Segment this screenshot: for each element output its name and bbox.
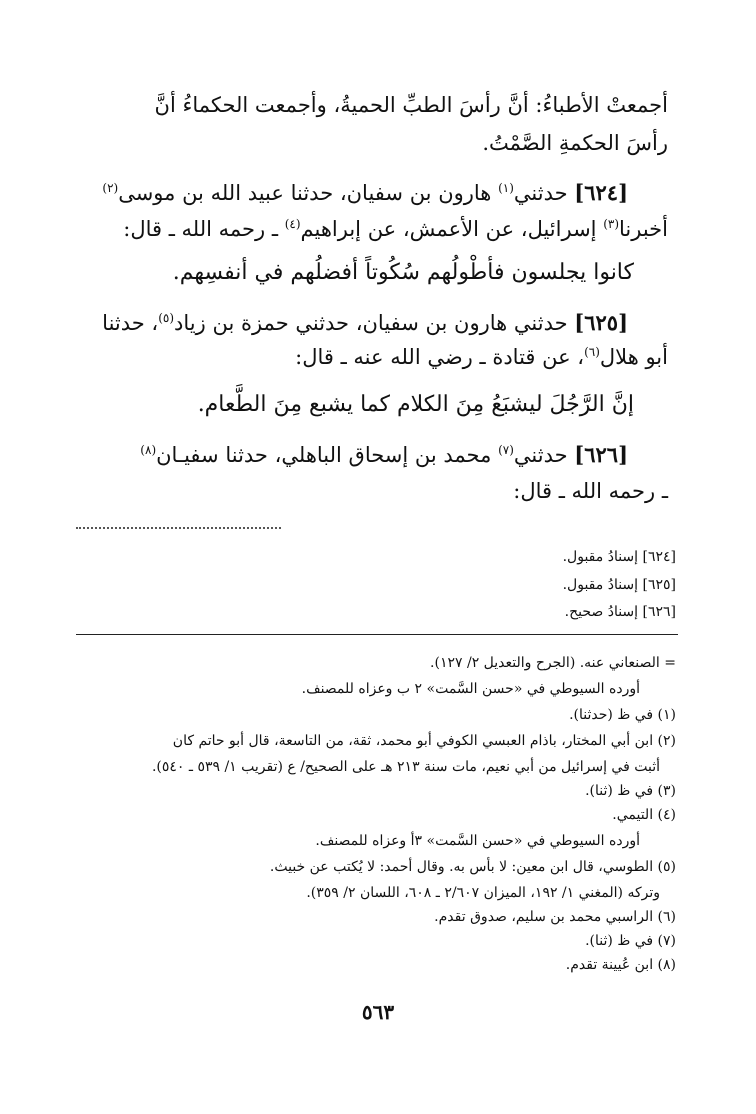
footnote-ref-7[interactable]: (٧) xyxy=(498,443,514,457)
hadith-625-line-2 xyxy=(295,342,668,372)
footnote-2: (٢) ابن أبي المختار، باذام العبسي الكوفي أبو محمد، ثقة، من التاسعة، قال أبو حاتم كان xyxy=(172,733,676,749)
footnote-ref-6[interactable]: (٦) xyxy=(584,345,600,359)
narration-text: حدثني xyxy=(513,181,568,205)
narration-text: إسرائيل، عن الأعمش، عن إبراهيم xyxy=(300,217,597,241)
narration-text: ، عن قتادة ـ رضي الله عنه ـ قال: xyxy=(295,345,585,369)
hadith-625-quote: إنَّ الرَّجُلَ ليشبَعُ مِنَ الكلام كما يشبع مِنَ الطَّعام. xyxy=(197,392,634,417)
grading-626: [٦٢٦] إسنادُ صحيح. xyxy=(564,604,676,620)
text-line-1: أجمعتْ الأطباءُ: أنَّ رأسَ الطبِّ الحميةُ، وأجمعت الحكماءُ أنَّ xyxy=(154,93,668,117)
grading-625: [٦٢٥] إسنادُ مقبول. xyxy=(562,577,676,593)
footnote-7: (٧) في ظ (ثنا). xyxy=(585,933,676,949)
footnote-6: (٦) الراسبي محمد بن سليم، صدوق تقدم. xyxy=(434,909,676,925)
hadith-624-line-2 xyxy=(123,214,668,244)
narration-text: حدثني هارون بن سفيان، حدثني حمزة بن زياد xyxy=(174,311,568,335)
footnote-ref-1[interactable]: (١) xyxy=(498,181,514,195)
footnote-5-continued: وتركه (المغني ١/ ١٩٢، الميزان ٢/٦٠٧ ـ ٦٠٨، اللسان ٢/ ٣٥٩). xyxy=(306,885,660,901)
hadith-625-line-1 xyxy=(102,308,628,338)
footnote-4: (٤) التيمي. xyxy=(612,807,676,823)
hadith-624-line-1 xyxy=(102,178,628,208)
narration-text: ، حدثنا xyxy=(102,311,159,335)
footnote-1: (١) في ظ (حدثنا). xyxy=(569,707,676,723)
footnote-8: (٨) ابن عُيينة تقدم. xyxy=(565,957,676,973)
grading-624: [٦٢٤] إسنادُ مقبول. xyxy=(562,549,676,565)
narration-text: ـ رحمه الله ـ قال: xyxy=(123,217,279,241)
hadith-624-quote: كانوا يجلسون فأطْولُهم سُكُوتاً أفضلُهم في أنفسِهم. xyxy=(172,260,634,285)
hadith-number-625: [٦٢٥] xyxy=(574,310,628,335)
footnote-continuation: = الصنعاني عنه. (الجرح والتعديل ٢/ ١٢٧). xyxy=(430,655,676,671)
footnote-ref-5[interactable]: (٥) xyxy=(158,311,175,325)
footnote-ref-4[interactable]: (٤) xyxy=(284,217,301,231)
narration-text: محمد بن إسحاق الباهلي، حدثنا سفيـان xyxy=(156,443,492,467)
footnote-ref-8[interactable]: (٨) xyxy=(140,443,157,457)
hadith-626-line-2: ـ رحمه الله ـ قال: xyxy=(513,479,668,503)
footnote-3: (٣) في ظ (ثنا). xyxy=(585,783,676,799)
footnote-ref-2[interactable]: (٢) xyxy=(102,181,119,195)
narration-text: أخبرنا xyxy=(619,217,668,241)
footnote-line: أورده السيوطي في «حسن السَّمت» ٢ ب وعزاه للمصنف. xyxy=(301,681,640,697)
footnote-2-continued: أثبت في إسرائيل من أبي نعيم، مات سنة ٢١٣ هـ على الصحيح/ ع (تقريب ١/ ٥٣٩ ـ ٥٤٠). xyxy=(151,759,660,775)
hadith-number-624: [٦٢٤] xyxy=(574,180,628,205)
text-line-2: رأسَ الحكمةِ الصَّمْتُ. xyxy=(482,131,668,155)
narration-text: أبو هلال xyxy=(599,345,668,369)
footnote-ref-3[interactable]: (٣) xyxy=(603,217,620,231)
footnote-5: (٥) الطوسي، قال ابن معين: لا بأس به. وقال أحمد: لا يُكتب عن خبيث. xyxy=(269,859,676,875)
footnote-4-continued: أورده السيوطي في «حسن السَّمت» ٣أ وعزاه للمصنف. xyxy=(315,833,640,849)
narration-text: هارون بن سفيان، حدثنا عبيد الله بن موسى xyxy=(118,181,492,205)
page-number: ٥٦٣ xyxy=(361,1000,395,1024)
narration-text: حدثني xyxy=(513,443,568,467)
hadith-number-626: [٦٢٦] xyxy=(574,442,628,467)
dotted-separator xyxy=(76,527,281,529)
footnote-rule xyxy=(76,634,678,635)
hadith-626-line-1 xyxy=(140,440,628,470)
